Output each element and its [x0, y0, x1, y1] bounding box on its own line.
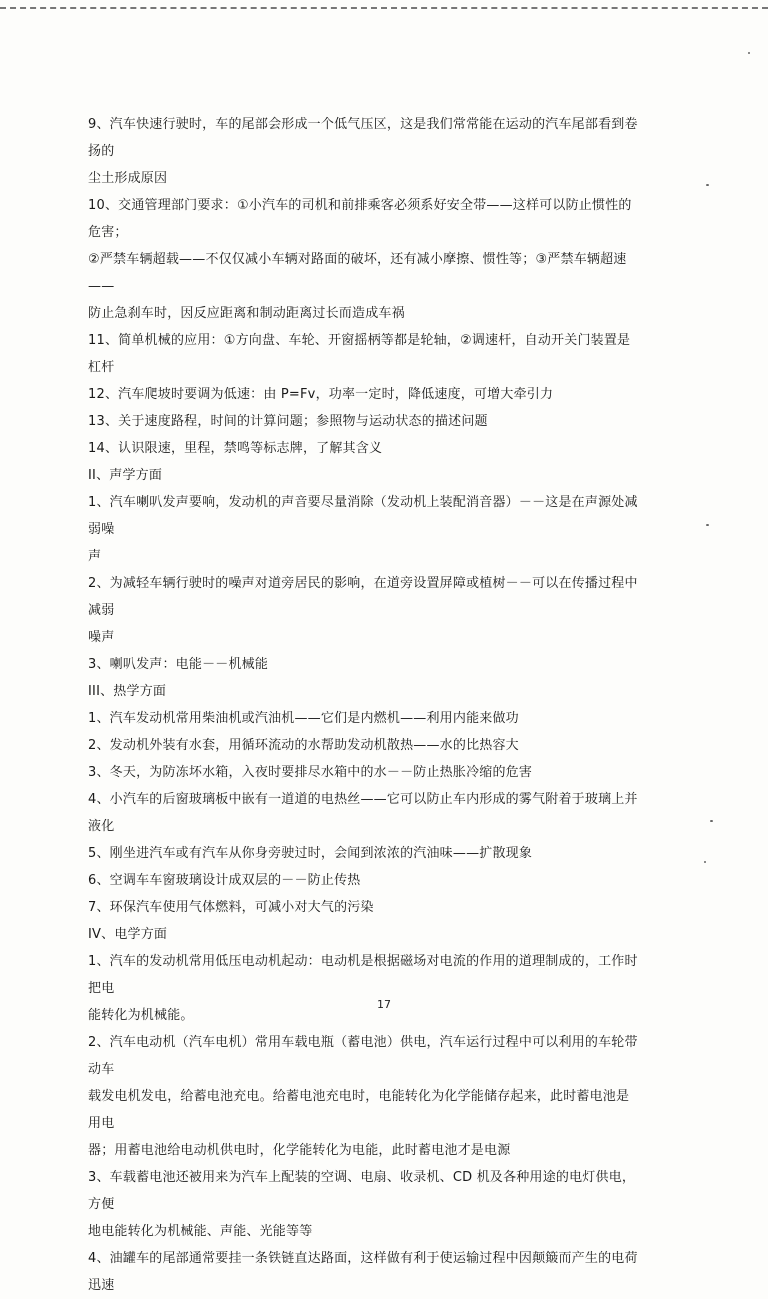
section-heading: IV、电学方面 [88, 927, 168, 942]
text-line: 能转化为机械能。 [88, 1008, 194, 1023]
text-line: 1、汽车喇叭发声要响，发动机的声音要尽量消除（发动机上装配消音器）－－这是在声源处减弱噪 [88, 495, 638, 537]
text-line: 10、交通管理部门要求：①小汽车的司机和前排乘客必须系好安全带——这样可以防止惯性的危害； [88, 198, 632, 240]
text-line: 9、汽车快速行驶时，车的尾部会形成一个低气压区，这是我们常常能在运动的汽车尾部看到卷扬的 [88, 117, 638, 159]
scan-speck [706, 524, 709, 526]
scan-speck [704, 861, 706, 863]
text-line: 器；用蓄电池给电动机供电时，化学能转化为电能，此时蓄电池才是电源 [88, 1143, 511, 1158]
scan-speck [706, 184, 709, 186]
text-line: 3、冬天，为防冻坏水箱，入夜时要排尽水箱中的水－－防止热胀冷缩的危害 [88, 765, 533, 780]
text-line: 4、油罐车的尾部通常要挂一条铁链直达路面，这样做有利于使运输过程中因颠簸而产生的电荷迅速 [88, 1251, 638, 1293]
text-line: 13、关于速度路程，时间的计算问题；参照物与运动状态的描述问题 [88, 414, 488, 429]
text-line: 1、汽车发动机常用柴油机或汽油机——它们是内燃机——利用内能来做功 [88, 711, 519, 726]
text-line: ②严禁车辆超载——不仅仅减小车辆对路面的破坏，还有减小摩擦、惯性等；③严禁车辆超速—— [88, 252, 627, 294]
text-line: 12、汽车爬坡时要调为低速：由 P=Fv，功率一定时，降低速度，可增大牵引力 [88, 387, 554, 402]
text-line: 2、汽车电动机（汽车电机）常用车载电瓶（蓄电池）供电，汽车运行过程中可以利用的车轮带动车 [88, 1035, 638, 1077]
text-line: 噪声 [88, 630, 115, 645]
text-line: 3、车载蓄电池还被用来为汽车上配装的空调、电扇、收录机、CD 机及各种用途的电灯供电，方便 [88, 1170, 636, 1212]
text-line: 载发电机发电，给蓄电池充电。给蓄电池充电时，电能转化为化学能储存起来，此时蓄电池是用电 [88, 1089, 630, 1131]
text-line: 1、汽车的发动机常用低压电动机起动：电动机是根据磁场对电流的作用的道理制成的，工作时把电 [88, 954, 638, 996]
body-text [88, 111, 640, 1299]
text-line: 地电能转化为机械能、声能、光能等等 [88, 1224, 313, 1239]
top-dashed-rule [0, 7, 768, 9]
scan-speck [710, 820, 713, 822]
section-heading: II、声学方面 [88, 468, 163, 483]
text-line: 尘土形成原因 [88, 171, 168, 186]
scan-speck [748, 52, 750, 54]
text-line: 4、小汽车的后窗玻璃板中嵌有一道道的电热丝——它可以防止车内形成的雾气附着于玻璃上并液化 [88, 792, 638, 834]
text-line: 6、空调车车窗玻璃设计成双层的－－防止传热 [88, 873, 361, 888]
section-heading: III、热学方面 [88, 684, 167, 699]
text-line: 2、为减轻车辆行驶时的噪声对道旁居民的影响，在道旁设置屏障或植树－－可以在传播过程中减弱 [88, 576, 638, 618]
page-number: 17 [377, 998, 391, 1011]
text-line: 防止急刹车时，因反应距离和制动距离过长而造成车祸 [88, 306, 405, 321]
text-line: 2、发动机外装有水套，用循环流动的水帮助发动机散热——水的比热容大 [88, 738, 519, 753]
text-line: 7、环保汽车使用气体燃料，可减小对大气的污染 [88, 900, 374, 915]
text-line: 11、简单机械的应用：①方向盘、车轮、开窗摇柄等都是轮轴，②调速杆，自动开关门装置是杠杆 [88, 333, 631, 375]
text-line: 声 [88, 549, 102, 564]
text-line: 14、认识限速，里程，禁鸣等标志牌，了解其含义 [88, 441, 383, 456]
text-line: 5、刚坐进汽车或有汽车从你身旁驶过时，会闻到浓浓的汽油味——扩散现象 [88, 846, 533, 861]
text-line: 3、喇叭发声：电能－－机械能 [88, 657, 269, 672]
